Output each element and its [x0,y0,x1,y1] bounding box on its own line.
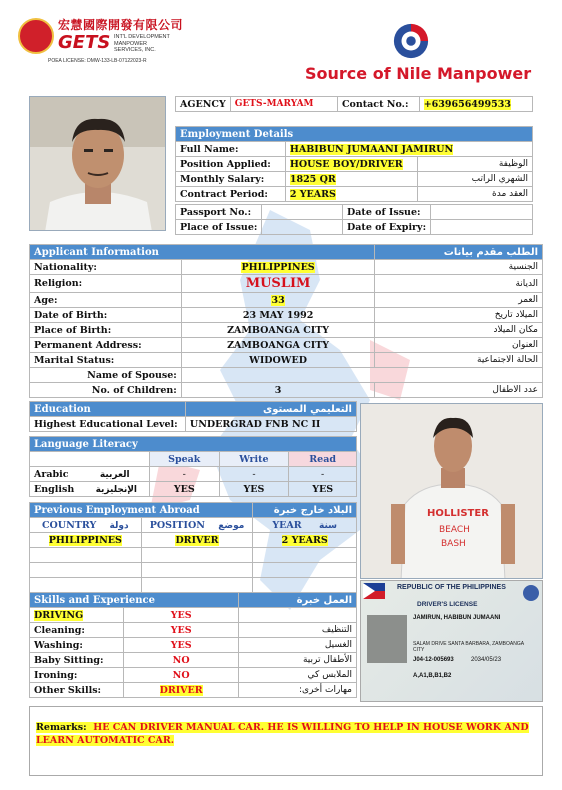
passport-table [175,204,533,235]
year-header [253,518,357,533]
gets-logo-subtitle: INT'L DEVELOPMENT MANPOWER SERVICES, INC. [114,34,170,53]
english-read: YES [289,482,357,497]
age-value: 33 [271,294,285,306]
other-skills-arabic: مهارات أخرى: [239,683,357,698]
table-row [30,563,357,578]
philippine-flag-icon [363,583,385,599]
license-photo [367,615,407,663]
remarks-text: HE CAN DRIVER MANUAL CAR. HE IS WILLING TO HELP IN HOUSE WORK AND LEARN AUTOMATIC CAR. [36,722,529,746]
table-row [30,578,357,593]
dob-arabic: الميلاد تاريخ [375,308,543,323]
license-number: J04-12-005693 [413,657,454,663]
babysitting-arabic: الأطفال تربية [239,653,357,668]
employment-details-heading: Employment Details [176,127,533,142]
ironing-arabic: الملابس كي [239,668,357,683]
language-heading: Language Literacy [30,437,357,452]
english-ar: الإنجليزية [95,484,138,495]
prev-position-cell [141,533,253,548]
salary-label: Monthly Salary: [176,172,286,187]
full-name-value: HABIBUN JUMAANI JAMIRUN [289,143,454,155]
driving-arabic [239,608,357,623]
skills-heading: Skills and Experience [30,593,239,608]
age-arabic: العمر [375,293,543,308]
contact-value: +639656499533 [423,98,511,110]
position-value: HOUSE BOY/DRIVER [289,158,403,170]
english-write: YES [219,482,289,497]
contract-value: 2 YEARS [289,188,336,200]
full-name-label: Full Name: [176,142,286,157]
license-dl-code: A,A1,B,B1,B2 [413,673,452,679]
lto-seal-icon [523,585,539,601]
arabic-en: Arabic [34,468,69,480]
issue-place-value [262,220,343,235]
gets-logo-brand: GETS [58,32,111,53]
children-arabic: عدد الاطفال [375,383,543,398]
marital-arabic: الحالة الاجتماعية [375,353,543,368]
contract-cell [285,187,417,202]
svg-text:BEACH: BEACH [439,525,470,535]
license-name: JAMIRUN, HABIBUN JUMAANI [413,615,501,621]
salary-cell [285,172,417,187]
address-arabic: العنوان [375,338,543,353]
cleaning-value: YES [123,623,239,638]
issue-date-value [431,205,533,220]
previous-employment-heading: Previous Employment Abroad [30,503,253,518]
svg-text:HOLLISTER: HOLLISTER [427,508,489,519]
full-name-cell [285,142,532,157]
education-table [29,401,357,432]
driving-label: DRIVING [34,609,84,621]
country-header-ar: دولة [109,520,129,531]
education-heading-arabic: التعليمي المستوى [185,402,356,417]
position-header-ar: موضع [218,520,245,531]
education-heading: Education [30,402,186,417]
language-arabic-label [30,467,150,482]
contract-arabic: العقد مدة [417,187,532,202]
gets-logo-chinese: 宏慧國際開發有限公司 [58,18,184,32]
position-label: Position Applied: [176,157,286,172]
salary-value: 1825 QR [289,173,336,185]
arabic-ar: العربية [99,469,130,480]
speak-header: Speak [149,452,219,467]
license-address: SALAM DRIVE SANTA BARBARA, ZAMBOANGA CITY [413,641,524,653]
arabic-read: - [289,467,357,482]
spouse-label: Name of Spouse: [30,368,182,383]
expiry-label: Date of Expiry: [343,220,431,235]
skills-table [29,592,357,698]
nile-logo-text: Source of Nile Manpower [305,64,532,83]
nationality-label: Nationality: [30,260,182,275]
arabic-speak: - [149,467,219,482]
address-value: ZAMBOANGA CITY [181,338,375,353]
washing-arabic: الغسيل [239,638,357,653]
other-skills-value: DRIVER [159,684,203,696]
table-row [30,548,357,563]
position-header-en: POSITION [149,519,205,531]
table-row [30,533,357,548]
gets-logo [18,14,184,70]
other-skills-cell [123,683,239,698]
english-speak: YES [149,482,219,497]
year-header-en: YEAR [272,519,302,531]
prev-year-cell [253,533,357,548]
washing-label: Washing: [30,638,124,653]
children-value: 3 [181,383,375,398]
other-skills-label: Other Skills: [30,683,124,698]
birthplace-arabic: مكان الميلاد [375,323,543,338]
age-label: Age: [30,293,182,308]
svg-text:BASH: BASH [441,539,466,549]
cleaning-arabic: التنظيف [239,623,357,638]
license-header: REPUBLIC OF THE PHILIPPINES [397,584,506,591]
remarks-highlight [36,722,529,746]
remarks-box [29,706,543,776]
spouse-value [181,368,542,383]
license-expiry: 2034/05/23 [471,657,502,663]
birthplace-value: ZAMBOANGA CITY [181,323,375,338]
remarks-label: Remarks: [36,722,87,733]
nationality-cell [181,260,375,275]
contract-label: Contract Period: [176,187,286,202]
passport-label: Passport No.: [176,205,262,220]
issue-place-label: Place of Issue: [176,220,262,235]
previous-employment-table [29,502,357,593]
position-header [141,518,253,533]
passport-value [262,205,343,220]
ironing-label: Ironing: [30,668,124,683]
prev-country-cell [30,533,142,548]
position-cell [285,157,417,172]
skills-heading-arabic: العمل خبرة [239,593,357,608]
english-en: English [34,483,75,495]
language-table [29,436,357,497]
agency-employment-table [175,96,533,122]
birthplace-label: Place of Birth: [30,323,182,338]
agency-label: AGENCY [176,97,231,112]
nationality-value: PHILIPPINES [241,261,315,273]
education-level-value: UNDERGRAD FNB NC II [185,417,356,432]
driving-value: YES [123,608,239,623]
employment-details-table [175,126,533,202]
prev-position-value: DRIVER [175,534,219,546]
contact-label: Contact No.: [337,97,419,112]
babysitting-value: NO [123,653,239,668]
gets-license-number: POEA LICENSE: DMW-133-LB-07122023-R [48,58,147,64]
nile-logo-icon [392,22,430,60]
year-header-ar: سنة [319,520,337,531]
children-label: No. of Children: [30,383,182,398]
prev-year-value: 2 YEARS [281,534,328,546]
applicant-info-table [29,244,543,398]
driving-label-cell [30,608,124,623]
salary-arabic: الشهري الراتب [417,172,532,187]
dob-label: Date of Birth: [30,308,182,323]
marital-label: Marital Status: [30,353,182,368]
nationality-arabic: الجنسية [375,260,543,275]
marital-value: WIDOWED [181,353,375,368]
religion-value: MUSLIM [181,275,375,293]
religion-label: Religion: [30,275,182,293]
applicant-photo-headshot [29,96,166,231]
arabic-write: - [219,467,289,482]
issue-date-label: Date of Issue: [343,205,431,220]
write-header: Write [219,452,289,467]
language-corner [30,452,150,467]
read-header: Read [289,452,357,467]
prev-country-value: PHILIPPINES [48,534,122,546]
applicant-info-heading-arabic: الطلب مقدم بيانات [375,245,543,260]
expiry-value [431,220,533,235]
applicant-info-heading: Applicant Information [30,245,375,260]
dob-value: 23 MAY 1992 [181,308,375,323]
babysitting-label: Baby Sitting: [30,653,124,668]
applicant-photo-fullbody [360,403,543,579]
drivers-license-image [360,580,543,702]
cleaning-label: Cleaning: [30,623,124,638]
age-cell [181,293,375,308]
gets-emblem-icon [18,18,54,54]
language-english-label [30,482,150,497]
country-header-en: COUNTRY [41,519,97,531]
education-level-label: Highest Educational Level: [30,417,186,432]
position-arabic: الوظيفة [417,157,532,172]
contact-value-cell [419,97,532,112]
country-header [30,518,142,533]
religion-arabic: الديانة [375,275,543,293]
washing-value: YES [123,638,239,653]
previous-employment-heading-arabic: البلاد خارج خبرة [253,503,357,518]
agency-value: GETS-MARYAM [230,97,337,112]
ironing-value: NO [123,668,239,683]
license-title: DRIVER'S LICENSE [417,601,478,608]
address-label: Permanent Address: [30,338,182,353]
